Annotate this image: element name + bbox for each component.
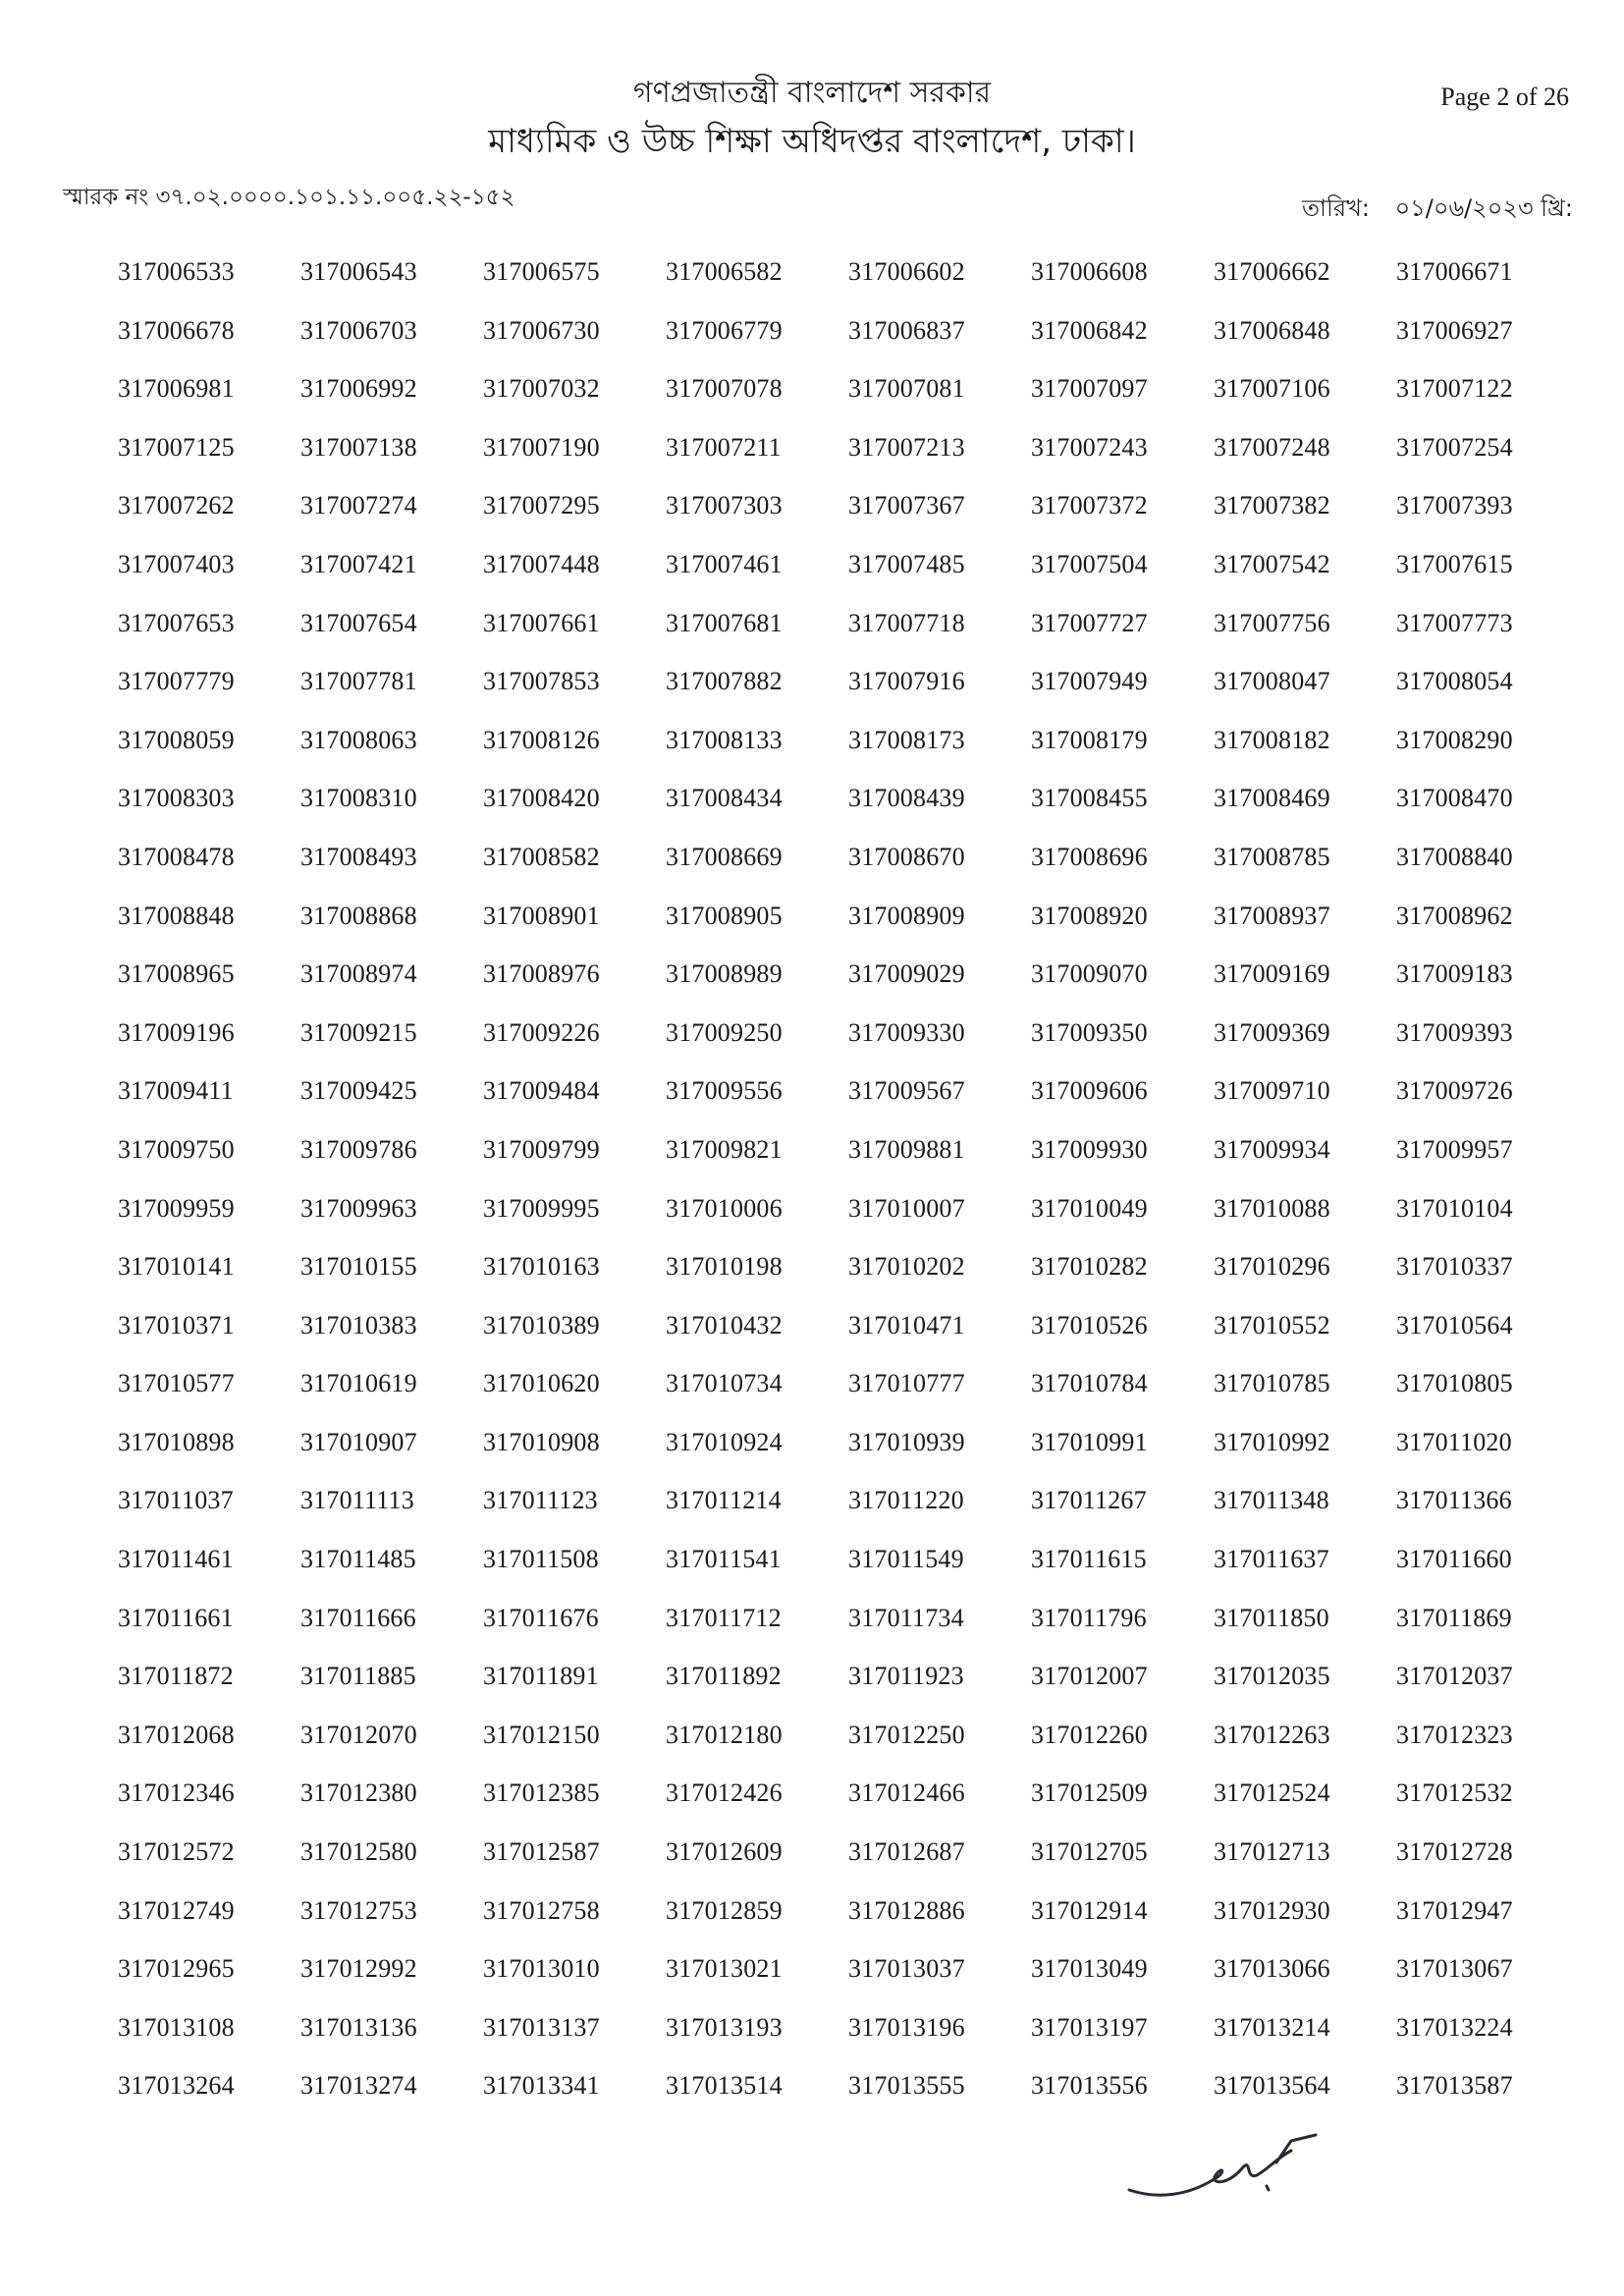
roll-number: 317008937: [1214, 901, 1330, 930]
roll-number: 317009215: [300, 1017, 417, 1047]
roll-number: 317007727: [1031, 608, 1148, 637]
roll-number: 317008901: [483, 901, 600, 930]
roll-number: 317013049: [1031, 1954, 1148, 1984]
roll-number: 317007125: [118, 432, 235, 462]
roll-number: 317011661: [118, 1603, 234, 1632]
roll-number: 317007653: [118, 608, 235, 637]
roll-number: 317010908: [483, 1427, 600, 1456]
roll-number-grid: [118, 257, 1579, 2130]
roll-number: 317011796: [1031, 1603, 1147, 1632]
roll-number: 317012886: [848, 1895, 965, 1925]
roll-number: 317011123: [483, 1486, 598, 1515]
roll-number: 317012070: [300, 1720, 417, 1749]
roll-number: 317008905: [666, 901, 783, 930]
roll-number: 317009393: [1396, 1017, 1513, 1047]
roll-number: 317010805: [1396, 1369, 1513, 1398]
roll-number: 317007781: [300, 667, 417, 696]
roll-number: 317010389: [483, 1310, 600, 1339]
roll-number: 317011666: [300, 1603, 416, 1632]
roll-number: 317007718: [848, 608, 965, 637]
roll-number: 317012532: [1396, 1778, 1513, 1808]
roll-number: 317007382: [1214, 491, 1330, 520]
roll-number: 317009250: [666, 1017, 783, 1047]
roll-number: 317011267: [1031, 1486, 1147, 1515]
roll-number: 317011615: [1031, 1545, 1147, 1574]
roll-number: 317010198: [666, 1252, 783, 1282]
roll-number: 317013564: [1214, 2071, 1330, 2101]
roll-number: 317010282: [1031, 1252, 1148, 1282]
roll-number: 317007882: [666, 667, 783, 696]
roll-number: 317010991: [1031, 1427, 1148, 1456]
roll-number: 317006848: [1214, 315, 1330, 345]
roll-number: 317009750: [118, 1134, 235, 1164]
roll-number: 317006730: [483, 315, 600, 345]
roll-number: 317006678: [118, 315, 235, 345]
roll-number: 317007138: [300, 432, 417, 462]
roll-number: 317007542: [1214, 549, 1330, 578]
government-title: গণপ্রজাতন্ত্রী বাংলাদেশ সরকার: [632, 76, 992, 110]
roll-number: 317012947: [1396, 1895, 1513, 1925]
roll-number: 317012426: [666, 1778, 783, 1808]
roll-number: 317007421: [300, 549, 417, 578]
roll-number: 317010619: [300, 1369, 417, 1398]
roll-number: 317009934: [1214, 1134, 1330, 1164]
roll-number: 317007032: [483, 374, 600, 404]
roll-number: 317008455: [1031, 784, 1148, 813]
roll-number: 317006842: [1031, 315, 1148, 345]
roll-number: 317007661: [483, 608, 600, 637]
roll-number: 317013264: [118, 2071, 235, 2101]
roll-number: 317012930: [1214, 1895, 1330, 1925]
roll-number: 317008976: [483, 959, 600, 989]
roll-number: 317008303: [118, 784, 235, 813]
roll-number: 317008868: [300, 901, 417, 930]
roll-number: 317011637: [1214, 1545, 1329, 1574]
roll-number: 317010163: [483, 1252, 600, 1282]
roll-number: 317011541: [666, 1545, 782, 1574]
roll-number: 317008965: [118, 959, 235, 989]
roll-number: 317006543: [300, 257, 417, 286]
roll-number: 317012509: [1031, 1778, 1148, 1808]
roll-number: 317007654: [300, 608, 417, 637]
roll-number: 317007681: [666, 608, 783, 637]
memo-number: স্মারক নং ৩৭.০২.০০০০.১০১.১১.০০৫.২২-১৫২: [63, 185, 515, 210]
roll-number: 317011885: [300, 1662, 416, 1691]
roll-number: 317007461: [666, 549, 783, 578]
roll-number: 317007779: [118, 667, 235, 696]
roll-number: 317013224: [1396, 2012, 1513, 2042]
roll-number: 317008290: [1396, 725, 1513, 754]
roll-number: 317008840: [1396, 842, 1513, 871]
roll-number: 317013197: [1031, 2012, 1148, 2042]
roll-number: 317012380: [300, 1778, 417, 1808]
roll-number: 317008063: [300, 725, 417, 754]
roll-number: 317012587: [483, 1837, 600, 1867]
roll-number: 317008310: [300, 784, 417, 813]
roll-number: 317012007: [1031, 1662, 1148, 1691]
roll-number: 317009070: [1031, 959, 1148, 989]
roll-number: 317009369: [1214, 1017, 1330, 1047]
roll-number: 317010777: [848, 1369, 965, 1398]
roll-number: 317010526: [1031, 1310, 1148, 1339]
roll-number: 317010155: [300, 1252, 417, 1282]
roll-number: 317010898: [118, 1427, 235, 1456]
roll-number: 317010907: [300, 1427, 417, 1456]
roll-number: 317008179: [1031, 725, 1148, 754]
roll-number: 317009881: [848, 1134, 965, 1164]
roll-number: 317007853: [483, 667, 600, 696]
roll-number: 317008669: [666, 842, 783, 871]
roll-number: 317010088: [1214, 1193, 1330, 1223]
roll-number: 317008182: [1214, 725, 1330, 754]
roll-number: 317013556: [1031, 2071, 1148, 2101]
roll-number: 317009606: [1031, 1076, 1148, 1106]
roll-number: 317007106: [1214, 374, 1330, 404]
roll-number: 317012150: [483, 1720, 600, 1749]
roll-number: 317009799: [483, 1134, 600, 1164]
roll-number: 317010432: [666, 1310, 783, 1339]
roll-number: 317012037: [1396, 1662, 1513, 1691]
roll-number: 317008974: [300, 959, 417, 989]
roll-number: 317013010: [483, 1954, 600, 1984]
date-value: ০১/০৬/২০২৩ খ্রি:: [1394, 194, 1573, 222]
roll-number: 317012385: [483, 1778, 600, 1808]
roll-number: 317007081: [848, 374, 965, 404]
roll-number: 317009169: [1214, 959, 1330, 989]
roll-number: 317010785: [1214, 1369, 1330, 1398]
roll-number: 317007303: [666, 491, 783, 520]
roll-number: 317009786: [300, 1134, 417, 1164]
roll-number: 317010371: [118, 1310, 235, 1339]
roll-number: 317009350: [1031, 1017, 1148, 1047]
roll-number: 317013214: [1214, 2012, 1330, 2042]
roll-number: 317009957: [1396, 1134, 1513, 1164]
roll-number: 317012180: [666, 1720, 783, 1749]
roll-number: 317009963: [300, 1193, 417, 1223]
roll-number: 317007190: [483, 432, 600, 462]
roll-number: 317007243: [1031, 432, 1148, 462]
roll-number: 317010104: [1396, 1193, 1513, 1223]
roll-number: 317009959: [118, 1193, 235, 1223]
roll-number: 317011872: [118, 1662, 234, 1691]
roll-number: 317012323: [1396, 1720, 1513, 1749]
date-label: তারিখ:: [1302, 194, 1370, 222]
roll-number: 317012749: [118, 1895, 235, 1925]
roll-number: 317012914: [1031, 1895, 1148, 1925]
roll-number: 317010296: [1214, 1252, 1330, 1282]
roll-number: 317013587: [1396, 2071, 1513, 2101]
roll-number: 317010006: [666, 1193, 783, 1223]
roll-number: 317009726: [1396, 1076, 1513, 1106]
roll-number: 317007448: [483, 549, 600, 578]
roll-number: 317011461: [118, 1545, 234, 1574]
roll-number: 317007367: [848, 491, 965, 520]
roll-number: 317013021: [666, 1954, 783, 1984]
roll-number: 317006671: [1396, 257, 1513, 286]
roll-number: 317007122: [1396, 374, 1513, 404]
roll-number: 317013274: [300, 2071, 417, 2101]
roll-number: 317006582: [666, 257, 783, 286]
roll-number: 317012965: [118, 1954, 235, 1984]
roll-number: 317008670: [848, 842, 965, 871]
roll-number: 317008848: [118, 901, 235, 930]
roll-number: 317007213: [848, 432, 965, 462]
roll-number: 317008478: [118, 842, 235, 871]
roll-number: 317007262: [118, 491, 235, 520]
roll-number: 317009556: [666, 1076, 783, 1106]
roll-number: 317007949: [1031, 667, 1148, 696]
roll-number: 317007773: [1396, 608, 1513, 637]
roll-number: 317008047: [1214, 667, 1330, 696]
roll-number: 317008059: [118, 725, 235, 754]
roll-number: 317012992: [300, 1954, 417, 1984]
roll-number: 317007485: [848, 549, 965, 578]
roll-number: 317012705: [1031, 1837, 1148, 1867]
roll-number: 317012580: [300, 1837, 417, 1867]
roll-number: 317011220: [848, 1486, 964, 1515]
roll-number: 317007756: [1214, 608, 1330, 637]
roll-number: 317011712: [666, 1603, 782, 1632]
roll-number: 317011366: [1396, 1486, 1512, 1515]
roll-number: 317010471: [848, 1310, 965, 1339]
roll-number: 317009567: [848, 1076, 965, 1106]
roll-number: 317012035: [1214, 1662, 1330, 1691]
roll-number: 317012753: [300, 1895, 417, 1925]
roll-number: 317012346: [118, 1778, 235, 1808]
roll-number: 317009425: [300, 1076, 417, 1106]
roll-number: 317008989: [666, 959, 783, 989]
roll-number: 317010734: [666, 1369, 783, 1398]
roll-number: 317011676: [483, 1603, 599, 1632]
roll-number: 317010784: [1031, 1369, 1148, 1398]
roll-number: 317010383: [300, 1310, 417, 1339]
roll-number: 317011348: [1214, 1486, 1329, 1515]
roll-number: 317010202: [848, 1252, 965, 1282]
roll-number: 317012687: [848, 1837, 965, 1867]
roll-number: 317010141: [118, 1252, 235, 1282]
roll-number: 317009196: [118, 1017, 235, 1047]
roll-number: 317011508: [483, 1545, 599, 1574]
roll-number: 317008133: [666, 725, 783, 754]
roll-number: 317007248: [1214, 432, 1330, 462]
roll-number: 317013137: [483, 2012, 600, 2042]
roll-number: 317007097: [1031, 374, 1148, 404]
roll-number: 317009484: [483, 1076, 600, 1106]
roll-number: 317008054: [1396, 667, 1513, 696]
roll-number: 317007254: [1396, 432, 1513, 462]
roll-number: 317007078: [666, 374, 783, 404]
roll-number: 317009029: [848, 959, 965, 989]
signature-mark: [1119, 2121, 1355, 2210]
roll-number: 317012466: [848, 1778, 965, 1808]
roll-number: 317007504: [1031, 549, 1148, 578]
roll-number: 317007916: [848, 667, 965, 696]
roll-number: 317010992: [1214, 1427, 1330, 1456]
roll-number: 317012609: [666, 1837, 783, 1867]
roll-number: 317008439: [848, 784, 965, 813]
roll-number: 317007372: [1031, 491, 1148, 520]
roll-number: 317007295: [483, 491, 600, 520]
roll-number: 317009995: [483, 1193, 600, 1223]
roll-number: 317008420: [483, 784, 600, 813]
roll-number: 317006662: [1214, 257, 1330, 286]
roll-number: 317013341: [483, 2071, 600, 2101]
roll-number: 317010924: [666, 1427, 783, 1456]
roll-number: 317011214: [666, 1486, 782, 1515]
roll-number: 317007403: [118, 549, 235, 578]
roll-number: 317012758: [483, 1895, 600, 1925]
roll-number: 317012068: [118, 1720, 235, 1749]
roll-number: 317012263: [1214, 1720, 1330, 1749]
roll-number: 317008785: [1214, 842, 1330, 871]
date-line: [1302, 191, 1573, 230]
roll-number: 317009330: [848, 1017, 965, 1047]
roll-number: 317011923: [848, 1662, 964, 1691]
roll-number: 317008173: [848, 725, 965, 754]
department-title: মাধ্যমিক ও উচ্চ শিক্ষা অধিদপ্তর বাংলাদেশ, ঢাকা।: [488, 122, 1136, 161]
roll-number: 317008962: [1396, 901, 1513, 930]
roll-number: 317013136: [300, 2012, 417, 2042]
roll-number: 317011020: [1396, 1427, 1512, 1456]
roll-number: 317013067: [1396, 1954, 1513, 1984]
roll-number: 317008126: [483, 725, 600, 754]
roll-number: 317010552: [1214, 1310, 1330, 1339]
roll-number: 317011037: [118, 1486, 234, 1515]
roll-number: 317006779: [666, 315, 783, 345]
roll-number: 317007615: [1396, 549, 1513, 578]
roll-number: 317008920: [1031, 901, 1148, 930]
roll-number: 317011734: [848, 1603, 964, 1632]
roll-number: 317010620: [483, 1369, 600, 1398]
roll-number: 317007274: [300, 491, 417, 520]
roll-number: 317006927: [1396, 315, 1513, 345]
roll-number: 317011549: [848, 1545, 964, 1574]
roll-number: 317008582: [483, 842, 600, 871]
roll-number: 317010577: [118, 1369, 235, 1398]
roll-number: 317009226: [483, 1017, 600, 1047]
roll-number: 317011892: [666, 1662, 782, 1691]
roll-number: 317006837: [848, 315, 965, 345]
roll-number: 317009411: [118, 1076, 234, 1106]
roll-number: 317013196: [848, 2012, 965, 2042]
roll-number: 317011891: [483, 1662, 599, 1691]
roll-number: 317012859: [666, 1895, 783, 1925]
roll-number: 317011869: [1396, 1603, 1512, 1632]
roll-number: 317008696: [1031, 842, 1148, 871]
roll-number: 317010939: [848, 1427, 965, 1456]
roll-number: 317006992: [300, 374, 417, 404]
roll-number: 317010564: [1396, 1310, 1513, 1339]
roll-number: 317011485: [300, 1545, 416, 1574]
roll-number: 317012572: [118, 1837, 235, 1867]
roll-number: 317008493: [300, 842, 417, 871]
roll-number: 317006602: [848, 257, 965, 286]
roll-number: 317012250: [848, 1720, 965, 1749]
page-number: Page 2 of 26: [1440, 82, 1569, 111]
roll-number: 317010007: [848, 1193, 965, 1223]
roll-number: 317009821: [666, 1134, 783, 1164]
roll-number: 317013514: [666, 2071, 783, 2101]
roll-number: 317012713: [1214, 1837, 1330, 1867]
roll-number: 317013555: [848, 2071, 965, 2101]
roll-number: 317008909: [848, 901, 965, 930]
roll-number: 317013193: [666, 2012, 783, 2042]
roll-number: 317013037: [848, 1954, 965, 1984]
roll-number: 317011850: [1214, 1603, 1329, 1632]
roll-number: 317006533: [118, 257, 235, 286]
roll-number: 317009710: [1214, 1076, 1330, 1106]
roll-number: 317010049: [1031, 1193, 1148, 1223]
roll-number: 317012728: [1396, 1837, 1513, 1867]
roll-number: 317006608: [1031, 257, 1148, 286]
roll-number: 317009930: [1031, 1134, 1148, 1164]
roll-number: 317010337: [1396, 1252, 1513, 1282]
roll-number: 317008470: [1396, 784, 1513, 813]
roll-number: 317007211: [666, 432, 782, 462]
roll-number: 317013108: [118, 2012, 235, 2042]
roll-number: 317011660: [1396, 1545, 1512, 1574]
roll-number: 317006981: [118, 374, 235, 404]
roll-number: 317008469: [1214, 784, 1330, 813]
roll-number: 317006575: [483, 257, 600, 286]
roll-number: 317013066: [1214, 1954, 1330, 1984]
roll-number: 317011113: [300, 1486, 414, 1515]
roll-number: 317007393: [1396, 491, 1513, 520]
roll-number: 317012260: [1031, 1720, 1148, 1749]
roll-number: 317008434: [666, 784, 783, 813]
roll-number: 317006703: [300, 315, 417, 345]
roll-number: 317009183: [1396, 959, 1513, 989]
roll-number: 317012524: [1214, 1778, 1330, 1808]
